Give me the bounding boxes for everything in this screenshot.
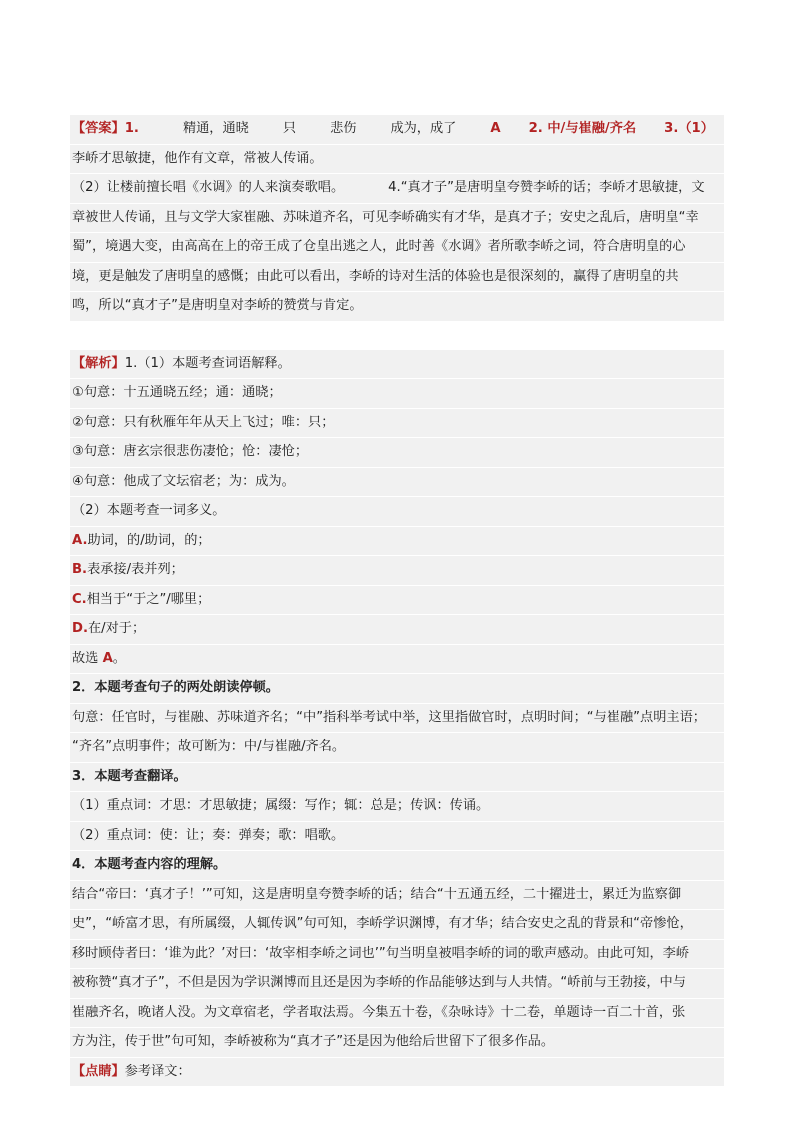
- analysis-line-14: “齐名”点明事件；故可断为：中/与崔融/齐名。: [70, 733, 724, 763]
- tip-label: 【点睛】: [72, 1063, 125, 1079]
- answer-line-6: 境，更是触发了唐明皇的感慨；由此可以看出，李峤的诗对生活的体验也是很深刻的，赢得了唐明皇的共: [70, 263, 724, 293]
- answer-line-2: 李峤才思敏捷，他作有文章，常被人传诵。: [70, 145, 724, 175]
- analysis-line-24: 方为注，传于世”句可知，李峤被称为“真才子”还是因为他给后世留下了很多作品。: [70, 1028, 724, 1058]
- answer-line-5: 蜀”，境遇大变，由高高在上的帝王成了仓皇出逃之人，此时善《水调》者所歌李峤之词，符合唐明皇的心: [70, 233, 724, 263]
- analysis-line-21: 移时顾侍者曰：‘谁为此？’对曰：‘故宰相李峤之词也’”句当明皇被唱李峤的词的歌声感动。由此可知，李峤: [70, 940, 724, 970]
- analysis-line-18: 4．本题考查内容的理解。: [70, 851, 724, 881]
- answer-line-1: 【答案】1. 精通，通晓 只 悲伤 成为，成了 A 2. 中/与崔融/齐名 3.（1）: [70, 115, 724, 145]
- analysis-line-5: ④句意：他成了文坛宿老；为：成为。: [70, 468, 724, 498]
- analysis-line-22: 被称赞“真才子”，不但是因为学识渊博而且还是因为李峤的作品能够达到与人共情。“峤前与王勃接，中与: [70, 969, 724, 999]
- analysis-line-16: （1）重点词：才思：才思敏捷；属缀：写作；辄：总是；传讽：传诵。: [70, 792, 724, 822]
- answer-label: 【答案】: [72, 121, 125, 136]
- analysis-line-1: 【解析】1.（1）本题考查词语解释。: [70, 350, 724, 380]
- answer-line-4: 章被世人传诵，且与文学大家崔融、苏味道齐名，可见李峤确实有才华，是真才子；安史之乱后，唐明皇“幸: [70, 204, 724, 234]
- tip-line: 【点睛】参考译文：: [70, 1058, 724, 1088]
- analysis-line-20: 史”，“峤富才思，有所属缀，人辄传讽”句可知，李峤学识渊博，有才华；结合安史之乱的背景和“帝惨怆，: [70, 910, 724, 940]
- option-a-line: A.助词，的/助词，的；: [70, 527, 724, 557]
- analysis-line-6: （2）本题考查一词多义。: [70, 497, 724, 527]
- section-gap: [70, 322, 724, 350]
- analysis-line-13: 句意：任官时，与崔融、苏味道齐名；“中”指科举考试中举，这里指做官时，点明时间；“与崔融”点明主语；: [70, 704, 724, 734]
- analysis-line-17: （2）重点词：使：让；奏：弹奏；歌：唱歌。: [70, 822, 724, 852]
- option-d-line: D.在/对于；: [70, 615, 724, 645]
- analysis-line-19: 结合“帝曰：‘真才子！’”可知，这是唐明皇夸赞李峤的话；结合“十五通五经，二十擢进士，累迁为监察御: [70, 881, 724, 911]
- analysis-line-4: ③句意：唐玄宗很悲伤凄怆；怆：凄怆；: [70, 438, 724, 468]
- answer-line-3: （2）让楼前擅长唱《水调》的人来演奏歌唱。 4.“真才子”是唐明皇夸赞李峤的话；李峤才思敏捷，文: [70, 174, 724, 204]
- option-b-line: B.表承接/表并列；: [70, 556, 724, 586]
- analysis-line-23: 崔融齐名，晚诸人没。为文章宿老，学者取法焉。今集五十卷，《杂咏诗》十二卷，单题诗一百二十首，张: [70, 999, 724, 1029]
- answer-line-7: 鸣，所以“真才子”是唐明皇对李峤的赞赏与肯定。: [70, 292, 724, 322]
- analysis-label: 【解析】: [72, 355, 125, 371]
- analysis-line-12: 2．本题考查句子的两处朗读停顿。: [70, 674, 724, 704]
- option-c-line: C.相当于“于之”/哪里；: [70, 586, 724, 616]
- answer-document: [70, 115, 724, 1087]
- analysis-line-2: ①句意：十五通晓五经；通：通晓；: [70, 379, 724, 409]
- choice-line: 故选 A。: [70, 645, 724, 675]
- analysis-line-15: 3．本题考查翻译。: [70, 763, 724, 793]
- analysis-line-3: ②句意：只有秋雁年年从天上飞过；唯：只；: [70, 409, 724, 439]
